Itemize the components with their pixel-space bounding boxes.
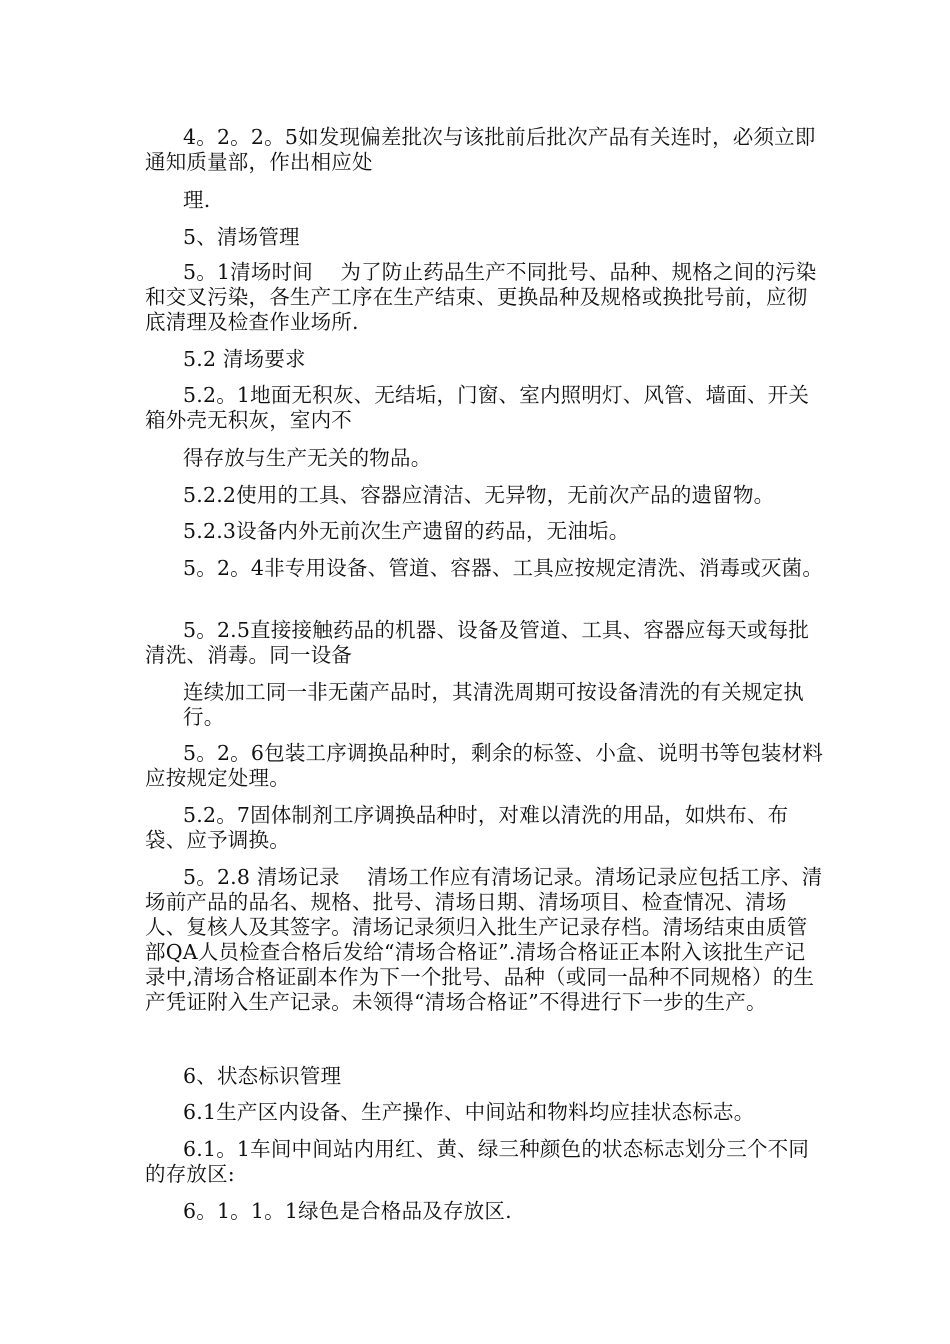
paragraph-6-1-1-1: 6。1。1。1绿色是合格品及存放区.: [183, 1199, 512, 1223]
paragraph-5-2-2: 5.2.2使用的工具、容器应清洁、无异物，无前次产品的遗留物。: [183, 483, 775, 507]
section-heading-5: 5、清场管理: [183, 225, 300, 249]
paragraph-4-2-2-5: 4。2。2。5如发现偏差批次与该批前后批次产品有关连时，必须立即通知质量部，作出相应处: [145, 125, 816, 174]
subheading-5-2: 5.2 清场要求: [183, 347, 306, 371]
paragraph-6-1: 6.1生产区内设备、生产操作、中间站和物料均应挂状态标志。: [183, 1100, 755, 1124]
paragraph-5-2-8: 5。2.8 清场记录 清场工作应有清场记录。清场记录应包括工序、清场前产品的品名、规格、批号、清场日期、清场项目、检查情况、清场人、复核人及其签字。清场记录须归入批生产记录存档。清场结束由质管部QA人员检查合格后发给“清场合格证”.清场合格证正本附入该批生产记录中,清场合格证副本作为下一个批号、品种（或同一品种不同规格）的生产凭证附入生产记录。未领得“清场合格证”不得进行下一步的生产。: [145, 865, 823, 1014]
paragraph-5-2-7: 5.2。7固体制剂工序调换品种时，对难以清洗的用品，如烘布、布袋、应予调换。: [145, 803, 789, 852]
paragraph-5-2-5-continued: 连续加工同一非无菌产品时，其清洗周期可按设备清洗的有关规定执行。: [183, 680, 804, 729]
paragraph-4-2-2-5-continued: 理.: [183, 188, 211, 212]
paragraph-5-2-4: 5。2。4非专用设备、管道、容器、工具应按规定清洗、消毒或灭菌。: [183, 556, 824, 580]
paragraph-5-2-3: 5.2.3设备内外无前次生产遗留的药品，无油垢。: [183, 519, 630, 543]
paragraph-6-1-1: 6.1。1车间中间站内用红、黄、绿三种颜色的状态标志划分三个不同的存放区:: [145, 1137, 810, 1186]
paragraph-5-2-5: 5。2.5直接接触药品的机器、设备及管道、工具、容器应每天或每批清洗、消毒。同一设备: [145, 618, 810, 667]
paragraph-5-1: 5。1清场时间 为了防止药品生产不同批号、品种、规格之间的污染和交叉污染，各生产工序在生产结束、更换品种及规格或换批号前，应彻底清理及检查作业场所.: [145, 260, 817, 334]
section-heading-6: 6、状态标识管理: [183, 1064, 342, 1088]
paragraph-5-2-1-continued: 得存放与生产无关的物品。: [183, 446, 432, 470]
paragraph-5-2-6: 5。2。6包装工序调换品种时，剩余的标签、小盒、说明书等包装材料应按规定处理。: [145, 741, 824, 790]
paragraph-5-2-1: 5.2。1地面无积灰、无结垢，门窗、室内照明灯、风管、墙面、开关箱外壳无积灰，室内不: [145, 383, 810, 432]
